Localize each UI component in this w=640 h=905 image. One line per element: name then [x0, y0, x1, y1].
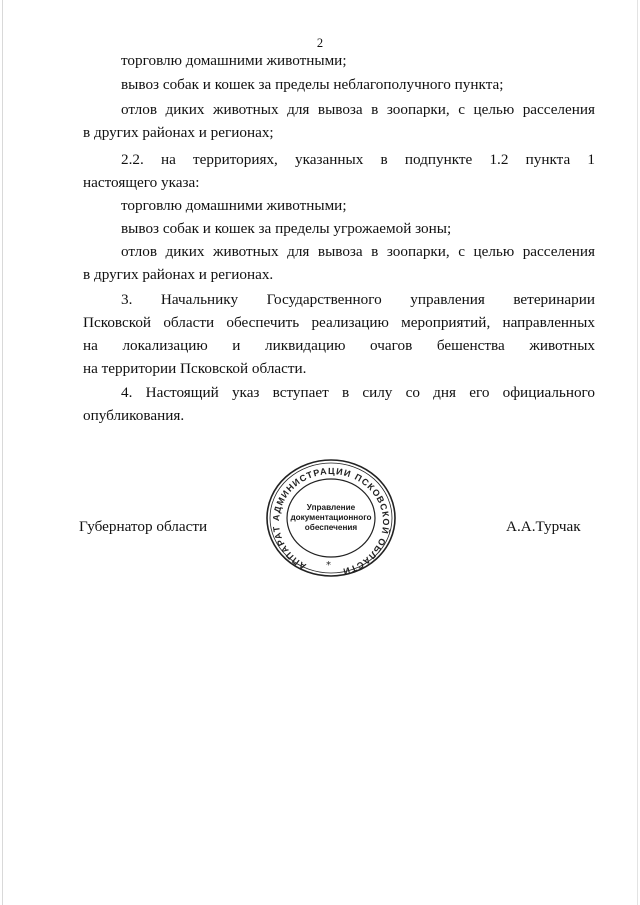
text-line: на территории Псковской области. [83, 360, 307, 377]
official-seal [263, 456, 399, 580]
text-line: 4. Настоящий указ вступает в силу со дня его официального [121, 384, 595, 401]
text-line: настоящего указа: [83, 174, 200, 191]
seal-center-text: Управление документационного обеспечения [290, 503, 372, 532]
text-line: в других районах и регионах. [83, 266, 274, 283]
text-line: торговлю домашними животными; [121, 52, 347, 69]
text-line: 3. Начальнику Государственного управления ветеринарии [121, 291, 595, 308]
signature-title: Губернатор области [79, 518, 208, 535]
text-line: отлов диких животных для вывоза в зоопарки, с целью расселения [121, 243, 595, 260]
text-line: 2.2. на территориях, указанных в подпункте 1.2 пункта 1 [121, 151, 595, 168]
seal-star-icon: * [326, 560, 331, 571]
scan-edge-left [2, 0, 3, 905]
text-line: вывоз собак и кошек за пределы неблагополучного пункта; [121, 76, 504, 93]
text-line: отлов диких животных для вывоза в зоопарки, с целью расселения [121, 101, 595, 118]
text-line: Псковской области обеспечить реализацию мероприятий, направленных [83, 314, 595, 331]
text-line: на локализацию и ликвидацию очагов бешенства животных [83, 337, 595, 354]
scan-edge-right [637, 0, 638, 905]
signature-name: А.А.Турчак [506, 518, 581, 535]
text-line: торговлю домашними животными; [121, 197, 347, 214]
svg-text:АППАРАТ АДМИНИСТРАЦИИ ПСКОВСКО: АППАРАТ АДМИНИСТРАЦИИ ПСКОВСКОЙ ОБЛАСТИ [270, 465, 392, 577]
page-number: 2 [316, 36, 324, 50]
text-line: опубликования. [83, 407, 185, 424]
text-line: вывоз собак и кошек за пределы угрожаемой зоны; [121, 220, 452, 237]
text-line: в других районах и регионах; [83, 124, 274, 141]
